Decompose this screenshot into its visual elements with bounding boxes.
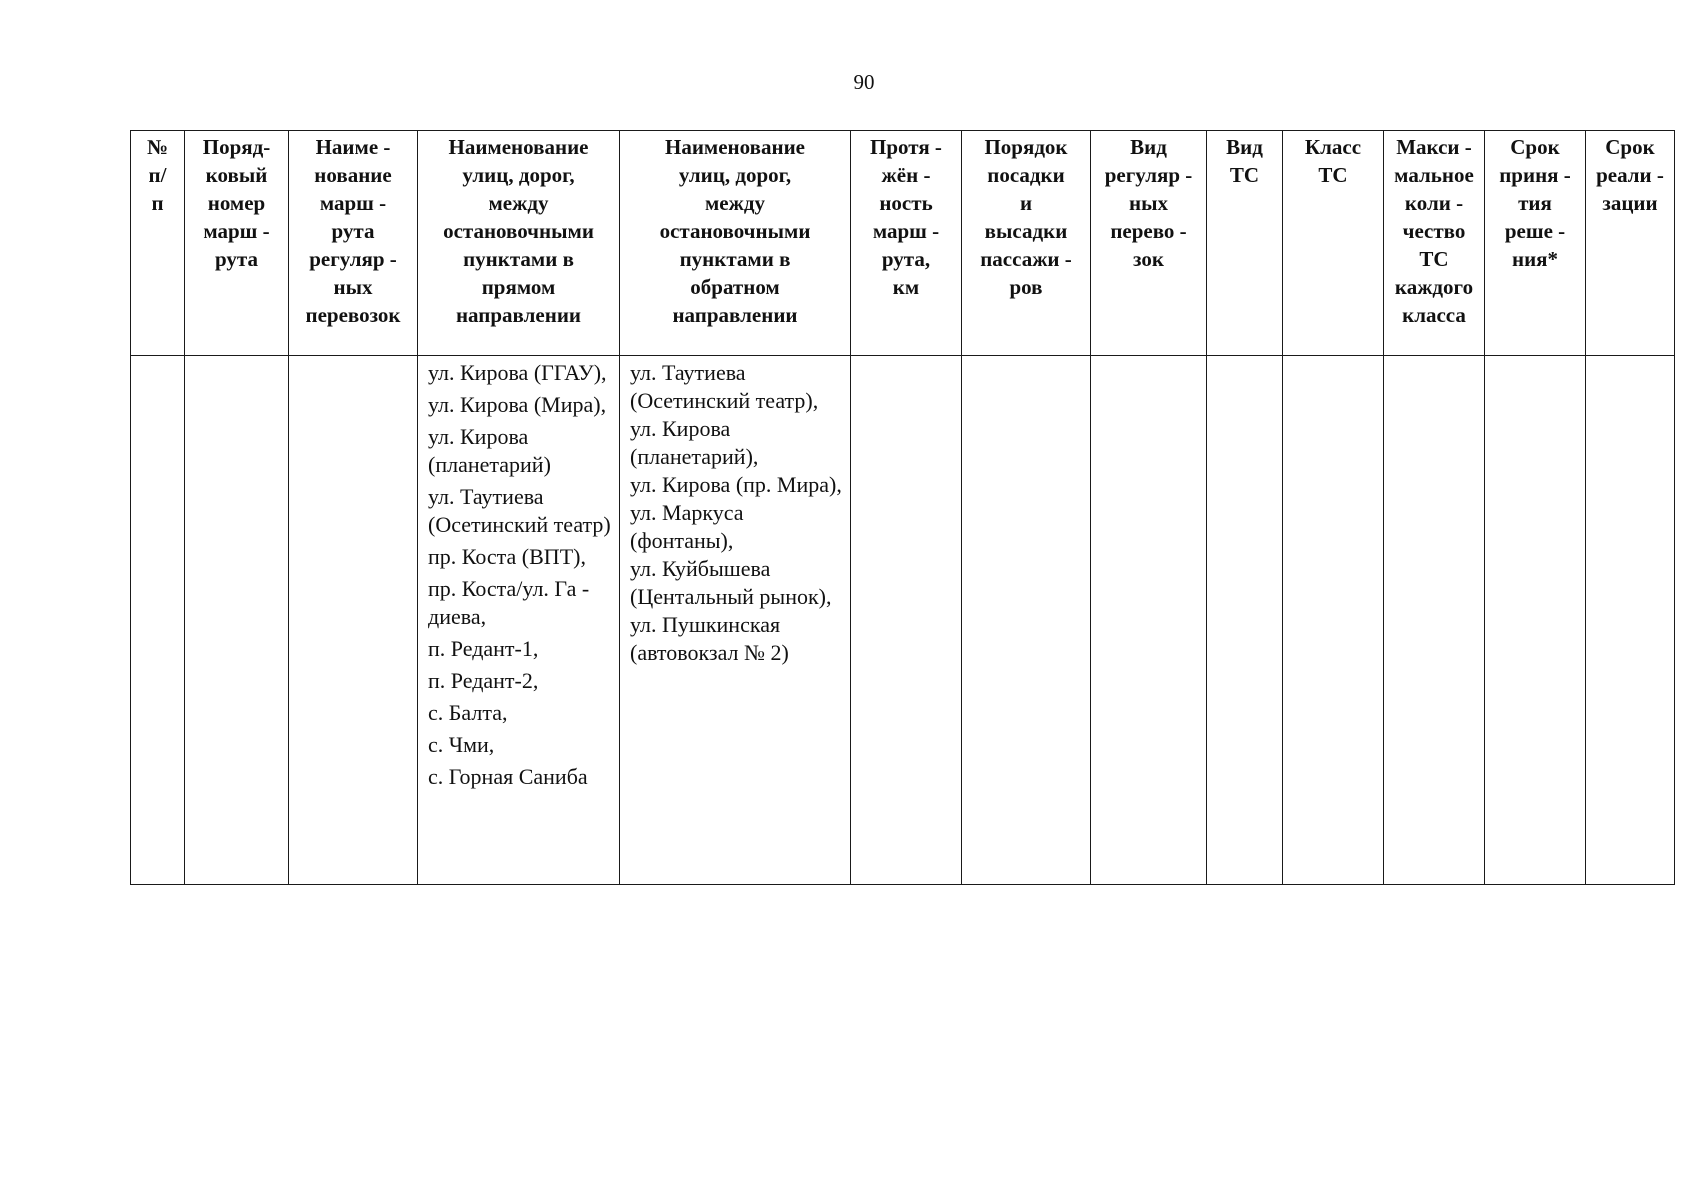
direct-stop-item: с. Чми, [428,732,495,757]
cell-implementation-date [1586,356,1675,885]
column-header-route-order-number: Поряд- ковый номер марш - рута [185,131,289,356]
direct-stop-item: с. Горная Саниба [428,764,588,789]
reverse-stops-list [620,356,850,669]
direct-stop-item: пр. Коста/ул. Га - диева, [428,576,590,629]
cell-transport-type [1091,356,1207,885]
column-header-route-name: Наиме - нование марш - рута регуляр - ных перевозок [289,131,418,356]
column-header-vehicle-class: Класс ТС [1283,131,1384,356]
column-header-reverse-streets: Наименование улиц, дорог, между остановочными пунктами в обратном направлении [620,131,851,356]
column-header-route-length: Протя - жён - ность марш - рута, км [851,131,962,356]
direct-stop-item: п. Редант-1, [428,636,539,661]
table-row [131,356,1675,885]
route-table [130,130,1675,885]
direct-stop-item: пр. Коста (ВПТ), [428,544,586,569]
cell-max-vehicles [1384,356,1485,885]
table-header-row [131,131,1675,356]
column-header-vehicle-type: Вид ТС [1207,131,1283,356]
cell-boarding-order [962,356,1091,885]
cell-route-length [851,356,962,885]
cell-route-name [289,356,418,885]
direct-stops-list [418,356,619,797]
direct-stop-item: п. Редант-2, [428,668,539,693]
column-header-number: № п/ п [131,131,185,356]
reverse-stop-item: ул. Маркуса (фонтаны), [630,500,744,553]
cell-route-order-number [185,356,289,885]
cell-direct-streets [418,356,620,885]
reverse-stop-item: ул. Таутиева (Осетинский театр), [630,360,819,413]
cell-reverse-streets [620,356,851,885]
column-header-decision-date: Срок приня - тия реше - ния* [1485,131,1586,356]
column-header-implementation-date: Срок реали - зации [1586,131,1675,356]
cell-vehicle-class [1283,356,1384,885]
cell-number [131,356,185,885]
column-header-max-vehicles: Макси - мальное коли - чество ТС каждого класса [1384,131,1485,356]
reverse-stop-item: ул. Кирова (планетарий), [630,416,759,469]
column-header-boarding-order: Порядок посадки и высадки пассажи - ров [962,131,1091,356]
direct-stop-item: ул. Кирова (планетарий) [428,424,551,477]
cell-decision-date [1485,356,1586,885]
direct-stop-item: ул. Кирова (ГГАУ), [428,360,607,385]
reverse-stop-item: ул. Куйбышева (Центальный рынок), [630,556,832,609]
cell-vehicle-type [1207,356,1283,885]
column-header-direct-streets: Наименование улиц, дорог, между остановочными пунктами в прямом направлении [418,131,620,356]
direct-stop-item: с. Балта, [428,700,508,725]
page-number: 90 [853,70,875,94]
reverse-stop-item: ул. Пушкинская (автовокзал № 2) [630,612,789,665]
reverse-stop-item: ул. Кирова (пр. Мира), [630,472,842,497]
direct-stop-item: ул. Кирова (Мира), [428,392,607,417]
direct-stop-item: ул. Таутиева (Осетинский театр) [428,484,611,537]
column-header-transport-type: Вид регуляр - ных перево - зок [1091,131,1207,356]
